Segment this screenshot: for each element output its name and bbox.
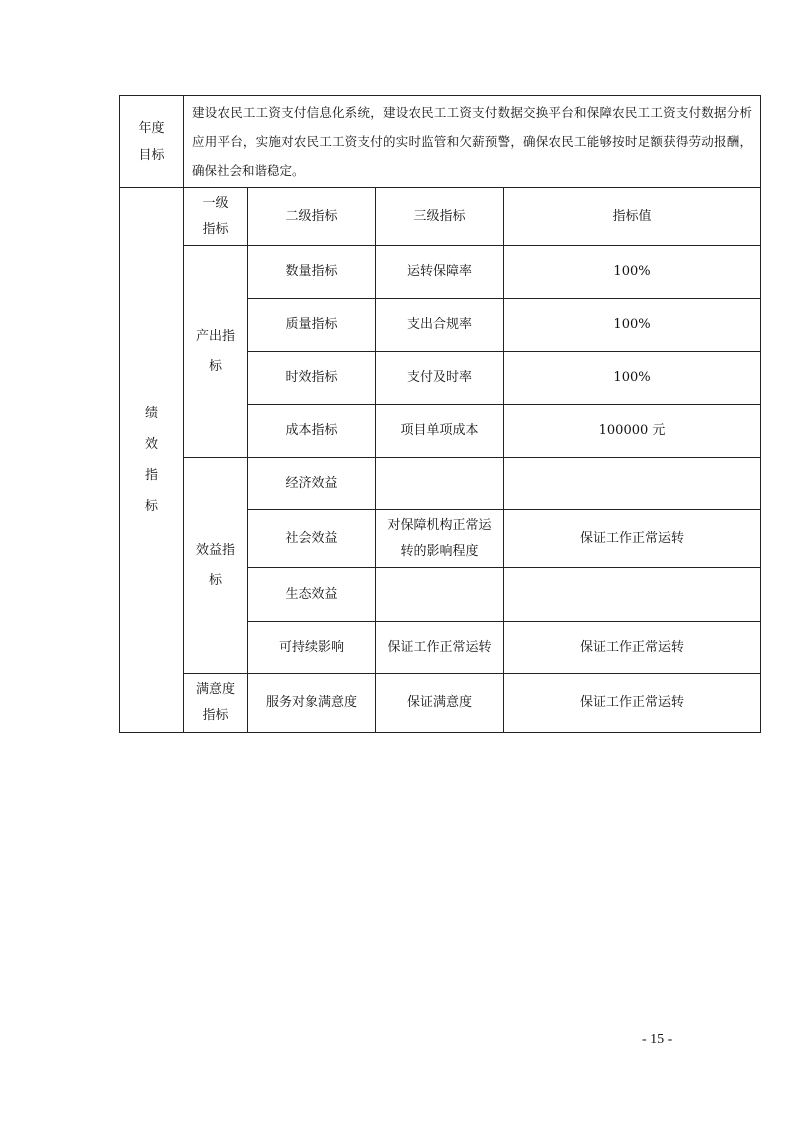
label-line: 标 bbox=[208, 572, 222, 588]
value-cell: 100% bbox=[504, 299, 761, 352]
level3-cell: 保证满意度 bbox=[376, 674, 504, 733]
performance-goal-table bbox=[119, 95, 761, 733]
label-char: 绩 bbox=[144, 406, 158, 421]
value-cell: 100% bbox=[504, 352, 761, 405]
level3-cell bbox=[376, 458, 504, 510]
header-level2: 二级指标 bbox=[248, 188, 376, 246]
label-char: 效 bbox=[144, 437, 158, 452]
value-cell: 保证工作正常运转 bbox=[504, 510, 761, 568]
label-line: 产出指 bbox=[195, 328, 235, 344]
table-row bbox=[120, 674, 761, 733]
level2-cell: 时效指标 bbox=[248, 352, 376, 405]
value-cell: 100% bbox=[504, 246, 761, 299]
level3-cell: 对保障机构正常运转的影响程度 bbox=[376, 510, 504, 568]
value-cell: 保证工作正常运转 bbox=[504, 674, 761, 733]
header-line: 指标 bbox=[202, 221, 229, 237]
level2-cell: 经济效益 bbox=[248, 458, 376, 510]
value-cell bbox=[504, 458, 761, 510]
label-char: 标 bbox=[144, 499, 158, 514]
label-line: 年度 bbox=[138, 120, 165, 136]
header-line: 一级 bbox=[202, 195, 229, 211]
level2-cell: 成本指标 bbox=[248, 405, 376, 458]
table-row bbox=[120, 246, 761, 299]
label-line: 效益指 bbox=[195, 542, 235, 558]
level2-cell: 社会效益 bbox=[248, 510, 376, 568]
level3-cell: 运转保障率 bbox=[376, 246, 504, 299]
page-number: - 15 - bbox=[642, 1032, 673, 1047]
header-level1 bbox=[184, 188, 248, 246]
label-line: 标 bbox=[208, 358, 222, 374]
header-value: 指标值 bbox=[504, 188, 761, 246]
level3-cell bbox=[376, 568, 504, 622]
label-line: 目标 bbox=[138, 147, 165, 163]
level2-cell: 可持续影响 bbox=[248, 622, 376, 674]
header-level3: 三级指标 bbox=[376, 188, 504, 246]
level2-cell: 服务对象满意度 bbox=[248, 674, 376, 733]
level2-cell: 生态效益 bbox=[248, 568, 376, 622]
performance-label bbox=[120, 188, 184, 733]
level2-cell: 质量指标 bbox=[248, 299, 376, 352]
value-cell: 保证工作正常运转 bbox=[504, 622, 761, 674]
table-row bbox=[120, 458, 761, 510]
group-satisfaction-label bbox=[184, 674, 248, 733]
group-benefit-label bbox=[184, 458, 248, 674]
annual-goal-text: 建设农民工工资支付信息化系统，建设农民工工资支付数据交换平台和保障农民工工资支付数据分析应用平台，实施对农民工工资支付的实时监管和欠薪预警，确保农民工能够按时足额获得劳动报酬，确保社会和谐稳定。 bbox=[184, 96, 761, 188]
value-cell bbox=[504, 568, 761, 622]
level2-cell: 数量指标 bbox=[248, 246, 376, 299]
label-line: 满意度 bbox=[195, 682, 235, 697]
level3-cell: 保证工作正常运转 bbox=[376, 622, 504, 674]
group-output-label bbox=[184, 246, 248, 458]
annual-goal-label bbox=[120, 96, 184, 188]
label-line: 指标 bbox=[202, 708, 229, 723]
label-char: 指 bbox=[144, 468, 158, 483]
value-cell: 100000 元 bbox=[504, 405, 761, 458]
level3-cell: 支出合规率 bbox=[376, 299, 504, 352]
level3-cell: 项目单项成本 bbox=[376, 405, 504, 458]
level3-cell: 支付及时率 bbox=[376, 352, 504, 405]
